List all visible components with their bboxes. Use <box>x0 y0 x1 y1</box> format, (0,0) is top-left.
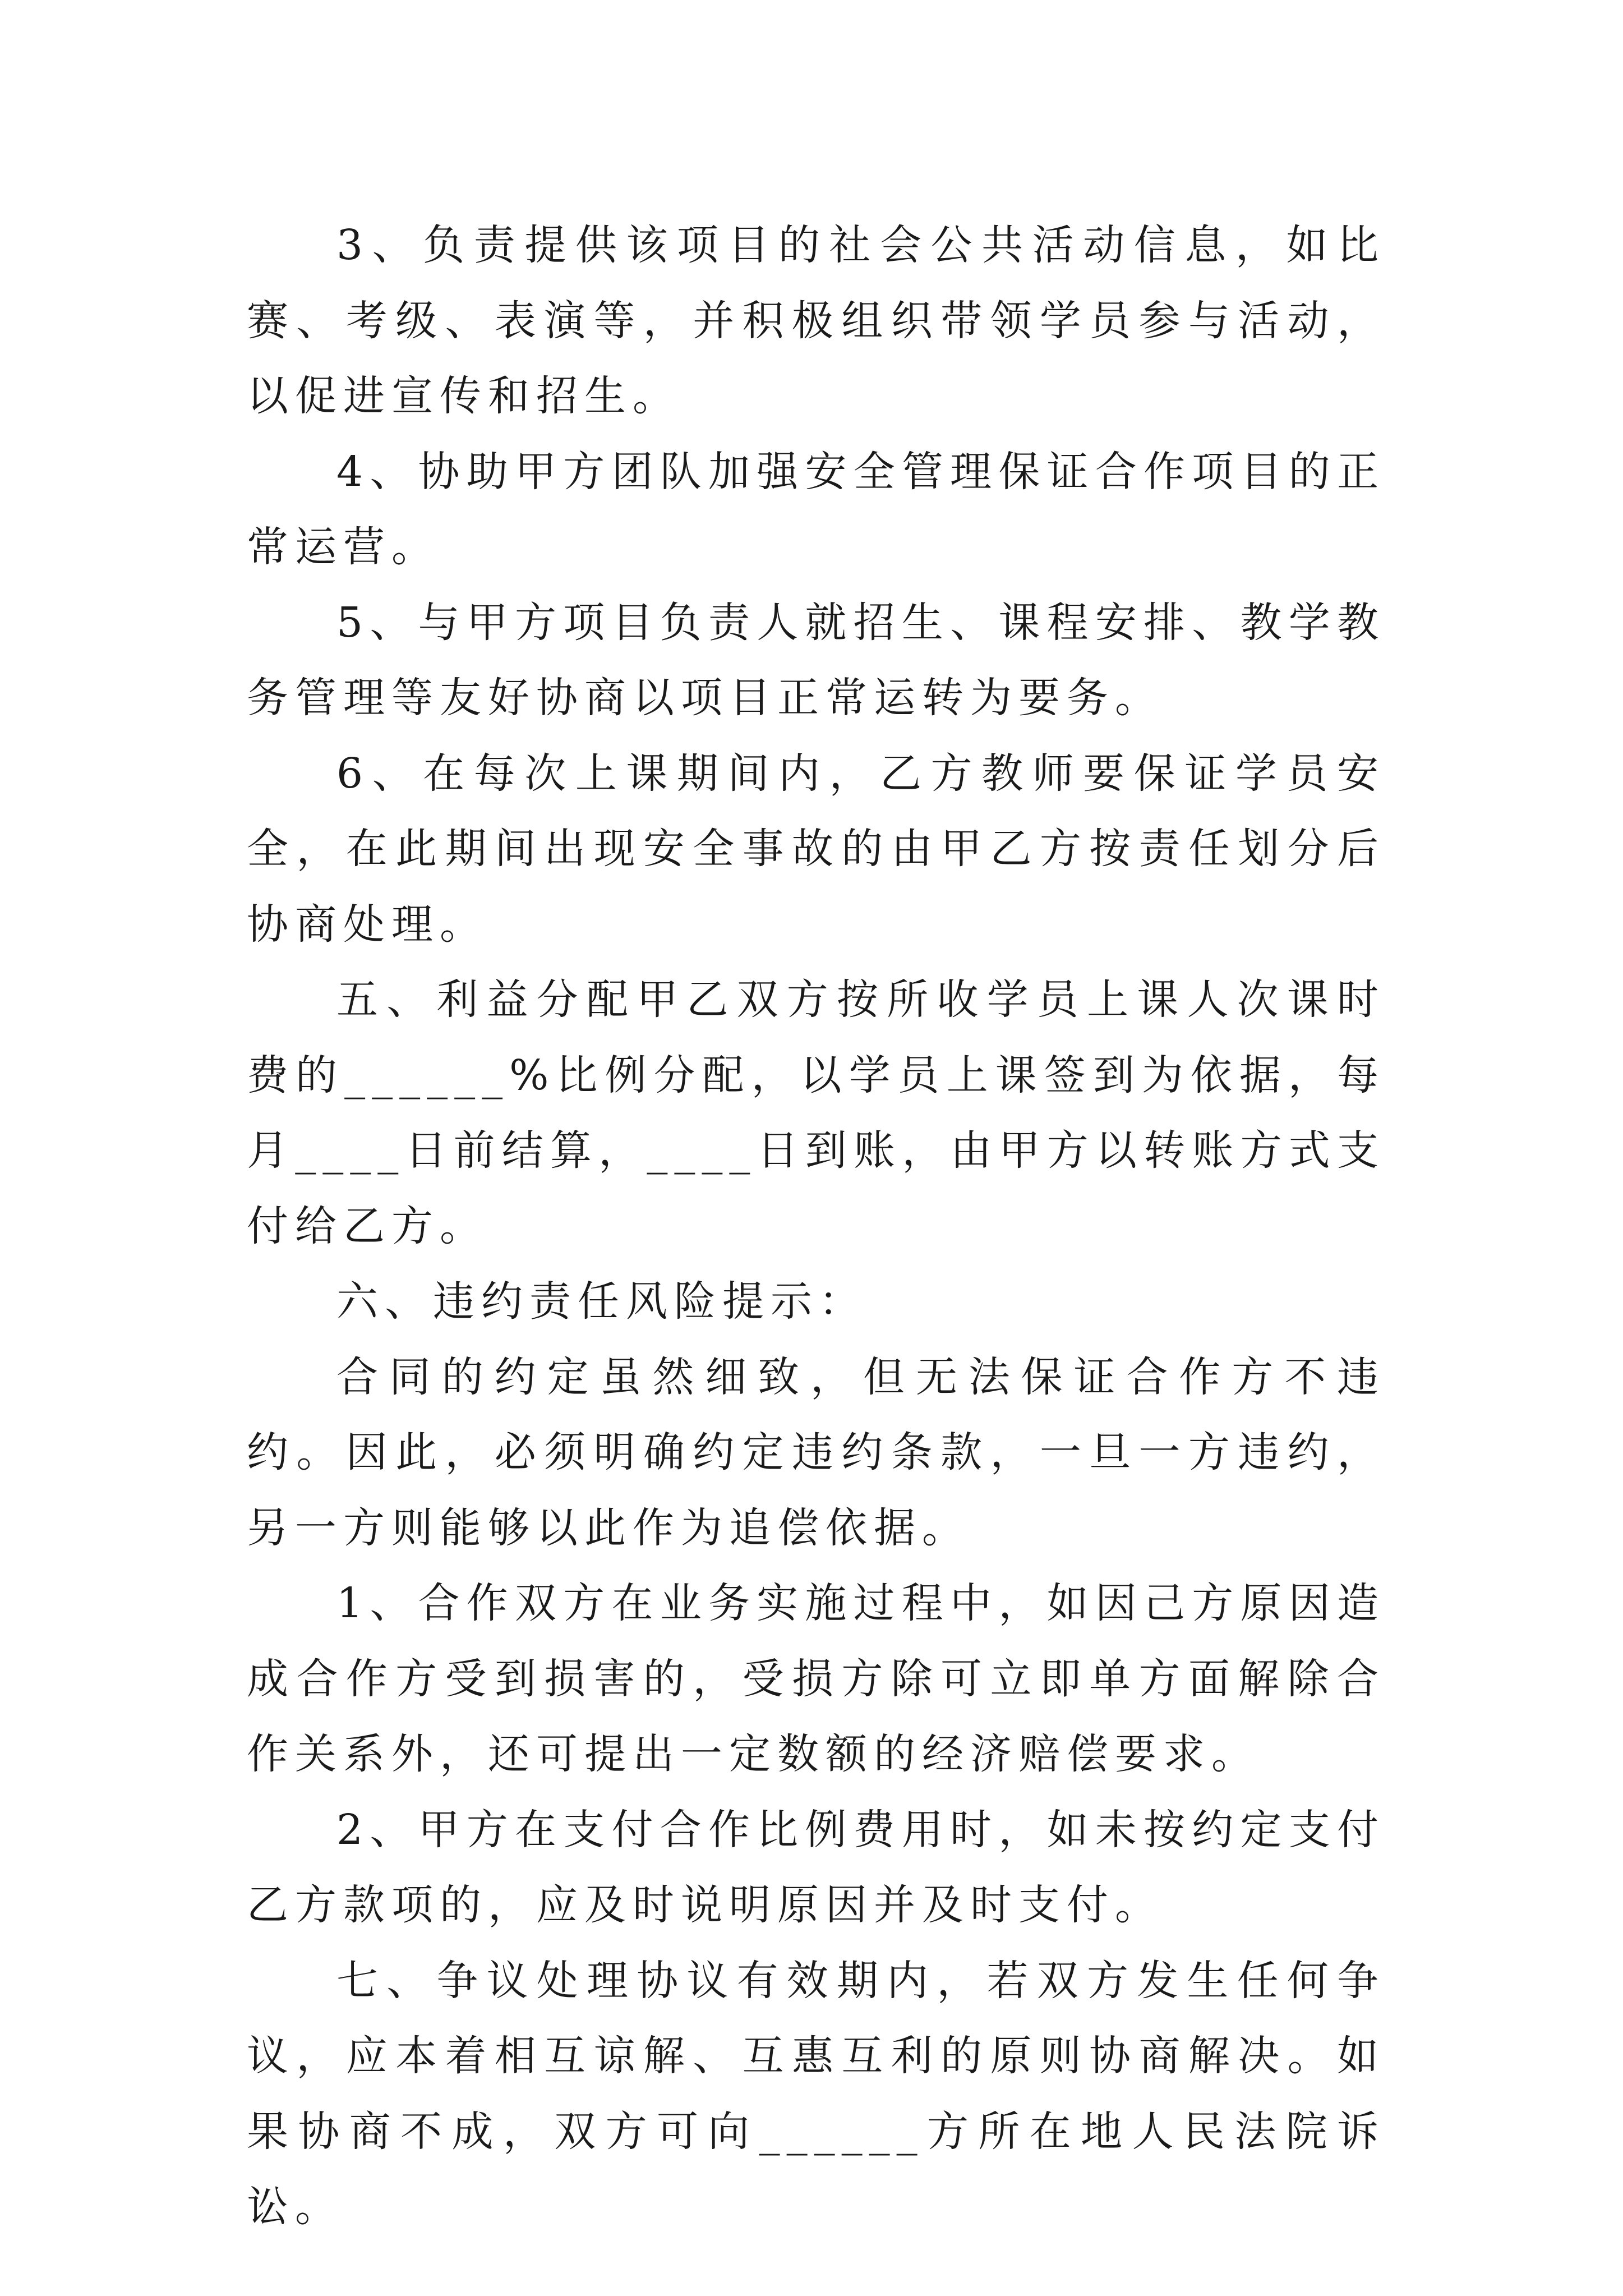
breach-item-1: 1、合作双方在业务实施过程中，如因己方原因造成合作方受到损害的，受损方除可立即单方面解除合作关系外，还可提出一定数额的经济赔偿要求。 <box>247 1579 1385 1778</box>
paragraph-item-4-safety: 4、协助甲方团队加强安全管理保证合作项目的正常运营。 <box>247 447 1385 571</box>
section-6-intro: 合同的约定虽然细致，但无法保证合作方不违约。因此，必须明确约定违约条款，一旦一方违约，另一方则能够以此作为追偿依据。 <box>247 1352 1385 1552</box>
paragraph-item-5-negotiation: 5、与甲方项目负责人就招生、课程安排、教学教务管理等友好协商以项目正常运转为要务。 <box>247 598 1385 722</box>
section-6-heading: 六、违约责任风险提示： <box>336 1277 867 1326</box>
section-7-dispute-resolution: 七、争议处理协议有效期内，若双方发生任何争议，应本着相互谅解、互惠互利的原则协商解决。如果协商不成，双方可向______方所在地人民法院诉讼。 <box>247 1956 1385 2231</box>
paragraph-item-6-student-safety: 6、在每次上课期间内，乙方教师要保证学员安全，在此期间出现安全事故的由甲乙方按责任划分后协商处理。 <box>247 749 1385 949</box>
section-5-profit-distribution: 五、利益分配甲乙双方按所收学员上课人次课时费的______%比例分配，以学员上课签到为依据，每月____日前结算，____日到账，由甲方以转账方式支付给乙方。 <box>247 976 1385 1250</box>
breach-item-2: 2、甲方在支付合作比例费用时，如未按约定支付乙方款项的，应及时说明原因并及时支付。 <box>247 1805 1385 1929</box>
paragraph-item-3-activities: 3、负责提供该项目的社会公共活动信息，如比赛、考级、表演等，并积极组织带领学员参与活动，以促进宣传和招生。 <box>247 221 1385 420</box>
document-page <box>247 208 1385 2245</box>
